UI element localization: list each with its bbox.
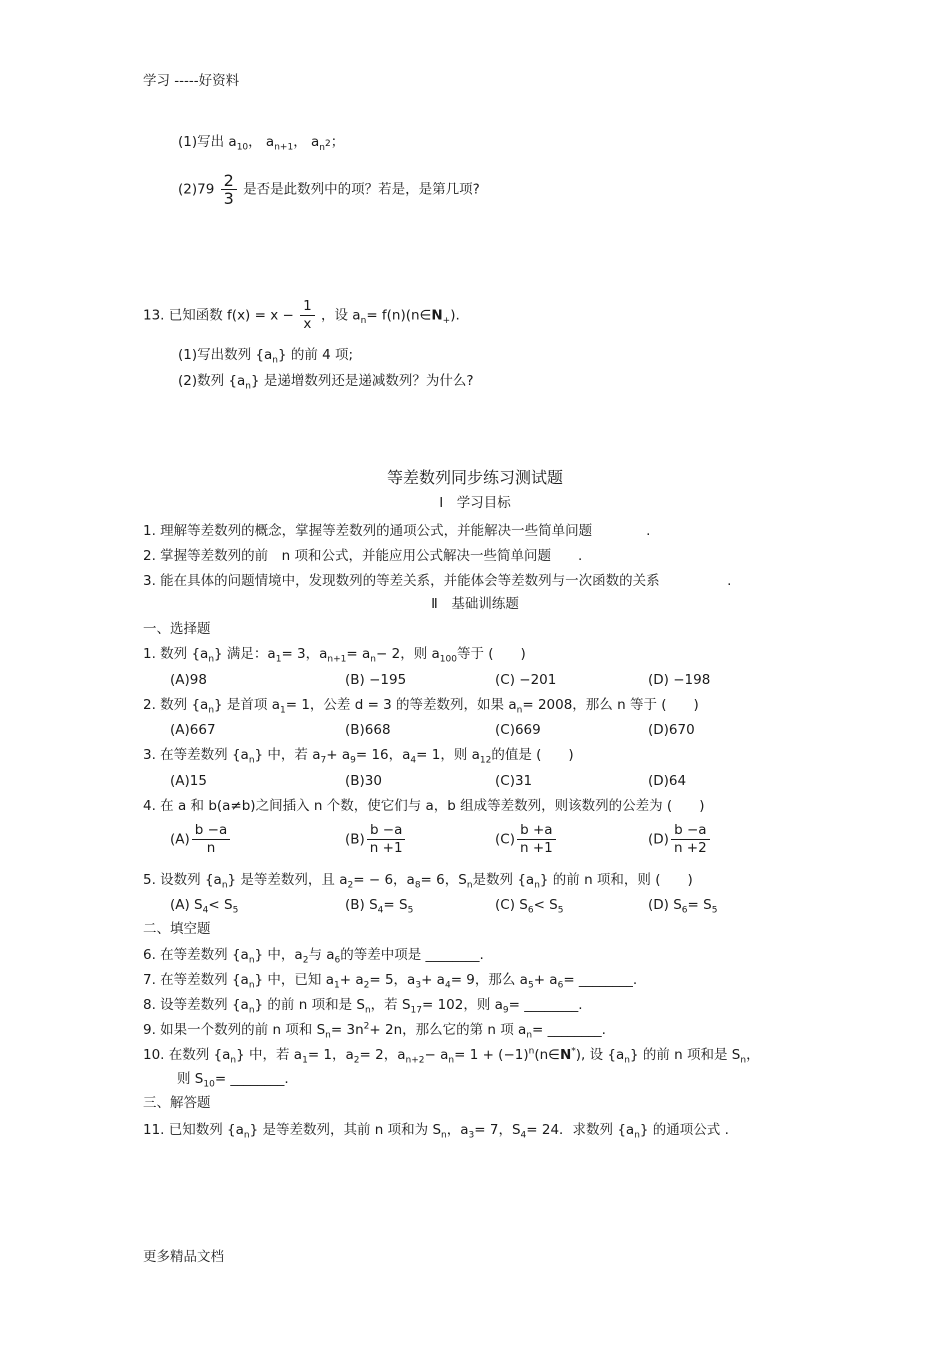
q12-part2: (2)79 $\frac{2}{3}$ 是否是此数列中的项？若是，是第几项? [178,171,480,208]
q1-stem: 1. 数列 $\{a_n\}$ 满足：$a_1= 3$，$a_{n+1}= a_n- 2$，则 $a_{100}$等于 ( ) [143,646,526,665]
part-solve: 三、解答题 [143,1095,211,1111]
q13-part2: (2)数列 $\{a_n\}$ 是递增数列还是递减数列？为什么? [178,373,474,392]
q2-option-d: (D)670 [648,722,695,738]
page-header: 学习 -----好资料 [143,73,240,89]
fraction: $\frac{b -a}{n +1}$ [367,822,406,857]
q6: 6. 在等差数列 $\{a_n\}$ 中，$a_2$与 $a_6$的等差中项是 ________. [143,947,484,966]
fraction: $\frac{b -a}{n}$ [192,822,230,857]
q7: 7. 在等差数列 $\{a_n\}$ 中，已知 $a_1+ a_2= 5$，$a_3+ a_4= 9$，那么 $a_5+ a_6=$ ________. [143,972,638,991]
q3-option-d: (D)64 [648,773,687,789]
goal-1: 1. 理解等差数列的概念，掌握等差数列的通项公式，并能解决一些简单问题 . [143,523,651,539]
q2-stem: 2. 数列 $\{a_n\}$ 是首项 $a_1= 1$，公差 d = 3 的等差数列，如果 $a_n= 2008$，那么 n 等于 ( ) [143,697,699,716]
section-basic: Ⅱ 基础训练题 [431,596,519,612]
q5-option-a: (A) $S_4< S_5$ [170,897,239,916]
q4-option-a: (A) $\frac{b -a}{n}$ [170,822,232,857]
q1-option-b: (B) −195 [345,672,407,688]
q13-part1: (1)写出数列 $\{a_n\}$ 的前 4 项; [178,347,354,366]
q3-option-b: (B)30 [345,773,382,789]
q1-option-d: (D) −198 [648,672,711,688]
fraction: $\frac{b -a}{n +2}$ [671,822,710,857]
q11: 11. 已知数列 $\{a_n\}$ 是等差数列，其前 n 项和为 $S_n$，$a_3= 7$，$S_4= 24$．求数列 $\{a_n\}$ 的通项公式 . [143,1122,729,1141]
q12-part1: (1)写出 $a_{10}$， $a_{n+1}$， $a_{n^2}$； [178,134,345,153]
q2-option-b: (B)668 [345,722,391,738]
q5-option-d: (D) $S_6= S_5$ [648,897,718,916]
q9: 9. 如果一个数列的前 n 项和 $S_n= 3n^2+ 2n$，那么它的第 n 项 $a_n=$ ________. [143,1021,606,1041]
q2-option-a: (A)667 [170,722,216,738]
q8: 8. 设等差数列 $\{a_n\}$ 的前 n 项和是 $S_n$，若 $S_{17}= 102$，则 $a_9=$ ________. [143,997,583,1016]
q13-stem: 13. 已知函数 f(x) = x − $\frac{1}{x}$ ，设 $a_n=$ $f(n)(n\in N_+)$. [143,298,460,332]
q10-line2: 则 $S_{10}=$ ________. [177,1071,289,1090]
q5-option-c: (C) $S_6< S_5$ [495,897,564,916]
q1-option-c: (C) −201 [495,672,557,688]
part-choice: 一、选择题 [143,621,211,637]
q5-stem: 5. 设数列 $\{a_n\}$ 是等差数列，且 $a_2= - 6$，$a_8= 6$，$S_n$是数列 $\{a_n\}$ 的前 n 项和，则 ( ) [143,872,693,891]
q3-option-c: (C)31 [495,773,533,789]
q5-option-b: (B) $S_4= S_5$ [345,897,414,916]
q3-option-a: (A)15 [170,773,207,789]
q10-line1: 10. 在数列 $\{a_n\}$ 中，若 $a_1= 1$，$a_2= 2$，$a_{n+2}- a_n= 1$ + $(-1)^n(n\in N^*)$, 设 $\{a_n\}$ 的前 n 项和是 $S_n$， [143,1046,760,1066]
q2-option-c: (C)669 [495,722,541,738]
q4-stem: 4. 在 a 和 b(a≠b)之间插入 n 个数，使它们与 a，b 组成等差数列，则该数列的公差为 ( ) [143,798,705,814]
fraction: $\frac{1}{x}$ [300,298,315,333]
goal-2: 2. 掌握等差数列的前 n 项和公式，并能应用公式解决一些简单问题 . [143,548,583,564]
section-goals: Ⅰ 学习目标 [439,495,511,511]
q4-option-b: (B) $\frac{b -a}{n +1}$ [345,822,408,857]
q4-option-c: (C) $\frac{b +a}{n +1}$ [495,822,558,857]
fraction: $\frac{b +a}{n +1}$ [517,822,556,857]
part-fill: 二、填空题 [143,921,211,937]
q4-option-d: (D) $\frac{b -a}{n +2}$ [648,822,712,857]
goal-3: 3. 能在具体的问题情境中，发现数列的等差关系，并能体会等差数列与一次函数的关系 . [143,573,732,589]
q1-option-a: (A)98 [170,672,207,688]
q3-stem: 3. 在等差数列 $\{a_n\}$ 中，若 $a_7+ a_9= 16$，$a_4= 1$，则 $a_{12}$的值是 ( ) [143,747,574,766]
page-footer: 更多精品文档 [143,1249,224,1265]
doc-title: 等差数列同步练习测试题 [386,468,563,487]
fraction: $\frac{2}{3}$ [221,172,237,207]
